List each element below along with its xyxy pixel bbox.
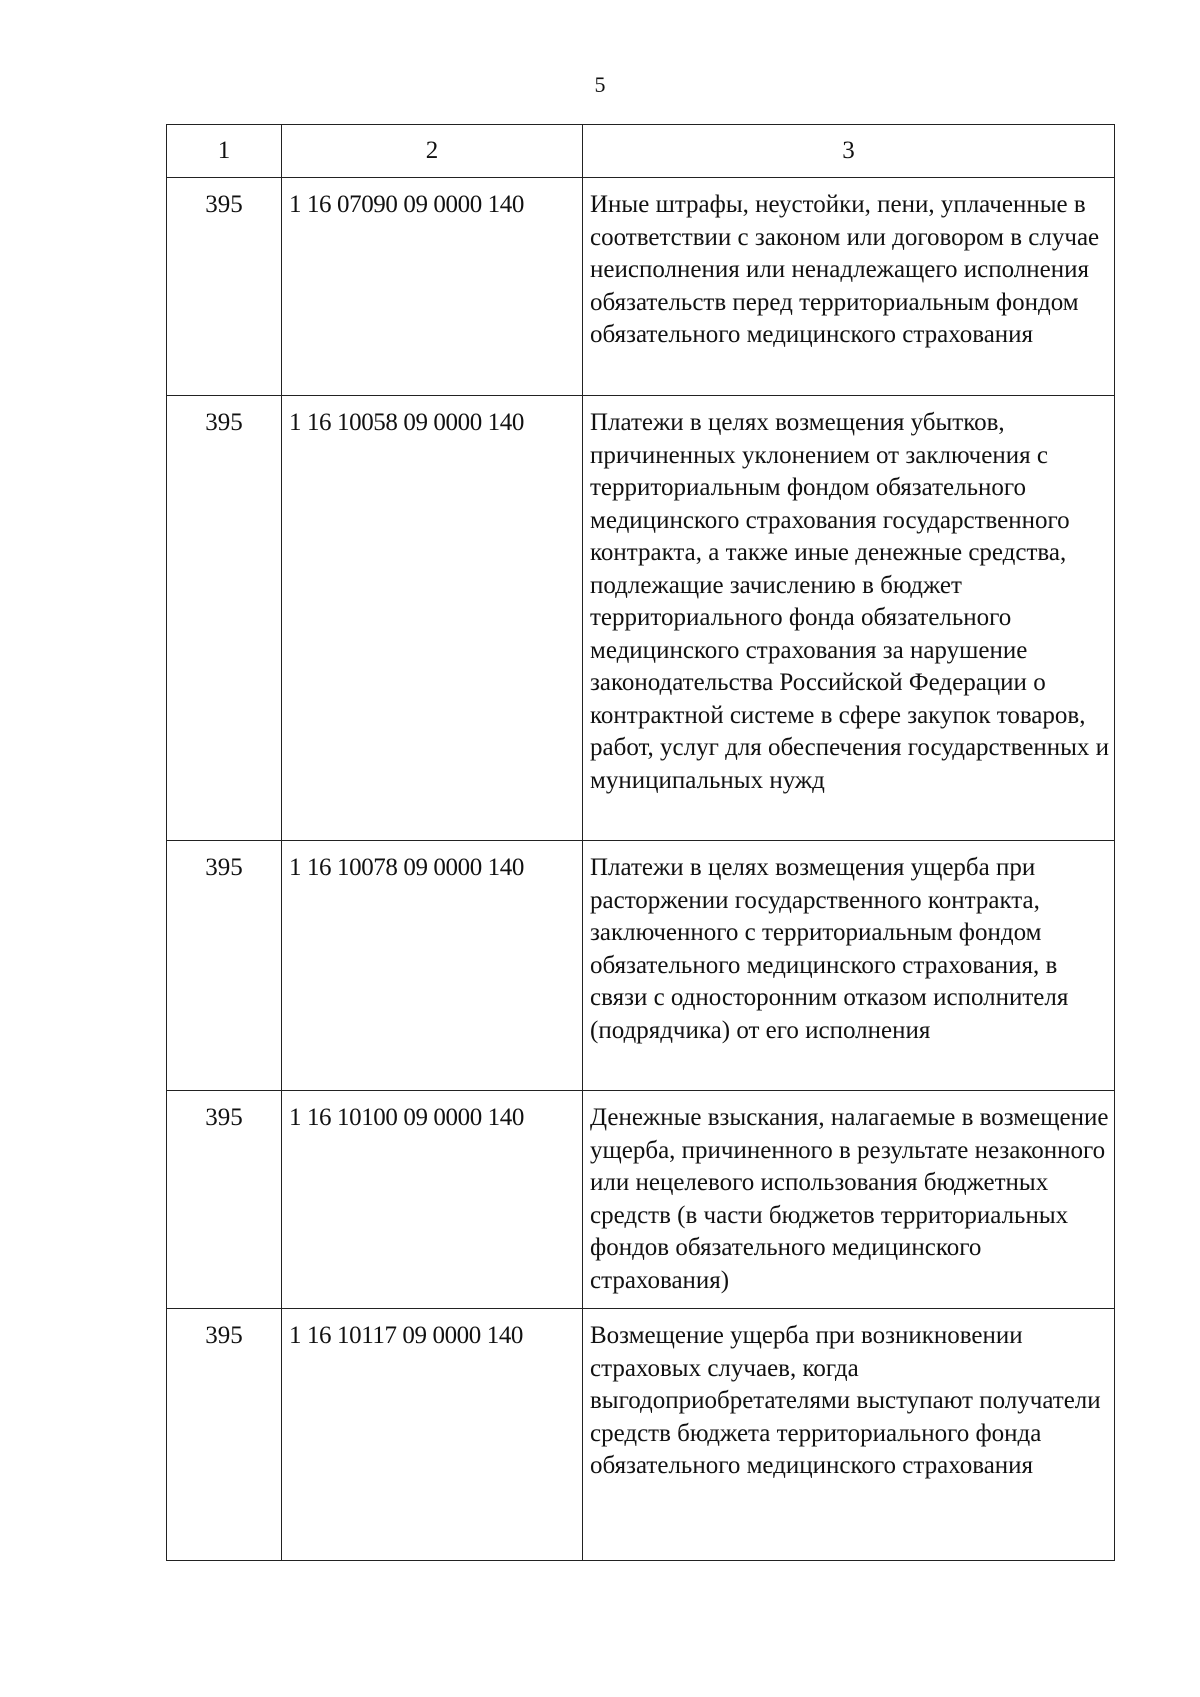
revenue-code-cell: 1 16 10058 09 0000 140: [282, 396, 583, 841]
revenue-code-cell: 1 16 07090 09 0000 140: [282, 178, 583, 396]
revenue-code-cell: 1 16 10117 09 0000 140: [282, 1309, 583, 1561]
revenue-name-cell: Платежи в целях возмещения убытков, причиненных уклонением от заключения с территориальным фондом обязательного медицинского страхования государственного контракта, а также иные денежные средства, подлежащие зачислению в бюджет территориального фонда обязательного медицинского страхования за нарушение законодательства Российской Федерации о контрактной системе в сфере закупок товаров, работ, услуг для обеспечения государственных и муниципальных нужд: [583, 396, 1115, 841]
admin-code-cell: 395: [167, 178, 282, 396]
column-header-2: 2: [282, 125, 583, 178]
table-row: [167, 396, 1115, 841]
budget-revenue-table: [166, 124, 1115, 1561]
table-row: [167, 178, 1115, 396]
admin-code-cell: 395: [167, 1091, 282, 1309]
revenue-code-cell: 1 16 10078 09 0000 140: [282, 841, 583, 1091]
column-header-3: 3: [583, 125, 1115, 178]
admin-code-cell: 395: [167, 1309, 282, 1561]
revenue-name-cell: Платежи в целях возмещения ущерба при расторжении государственного контракта, заключенного с территориальным фондом обязательного медицинского страхования, в связи с односторонним отказом исполнителя (подрядчика) от его исполнения: [583, 841, 1115, 1091]
revenue-name-cell: Возмещение ущерба при возникновении страховых случаев, когда выгодоприобретателями выступают получатели средств бюджета территориального фонда обязательного медицинского страхования: [583, 1309, 1115, 1561]
revenue-name-cell: Иные штрафы, неустойки, пени, уплаченные в соответствии с законом или договором в случае неисполнения или ненадлежащего исполнения обязательств перед территориальным фондом обязательного медицинского страхования: [583, 178, 1115, 396]
revenue-name-cell: Денежные взыскания, налагаемые в возмещение ущерба, причиненного в результате незаконного или нецелевого использования бюджетных средств (в части бюджетов территориальных фондов обязательного медицинского страхования): [583, 1091, 1115, 1309]
admin-code-cell: 395: [167, 396, 282, 841]
table-row: [167, 841, 1115, 1091]
column-header-1: 1: [167, 125, 282, 178]
page-number: 5: [594, 72, 606, 97]
admin-code-cell: 395: [167, 841, 282, 1091]
revenue-code-cell: 1 16 10100 09 0000 140: [282, 1091, 583, 1309]
table-row: [167, 1309, 1115, 1561]
table-row: [167, 1091, 1115, 1309]
table-header-row: [167, 125, 1115, 178]
